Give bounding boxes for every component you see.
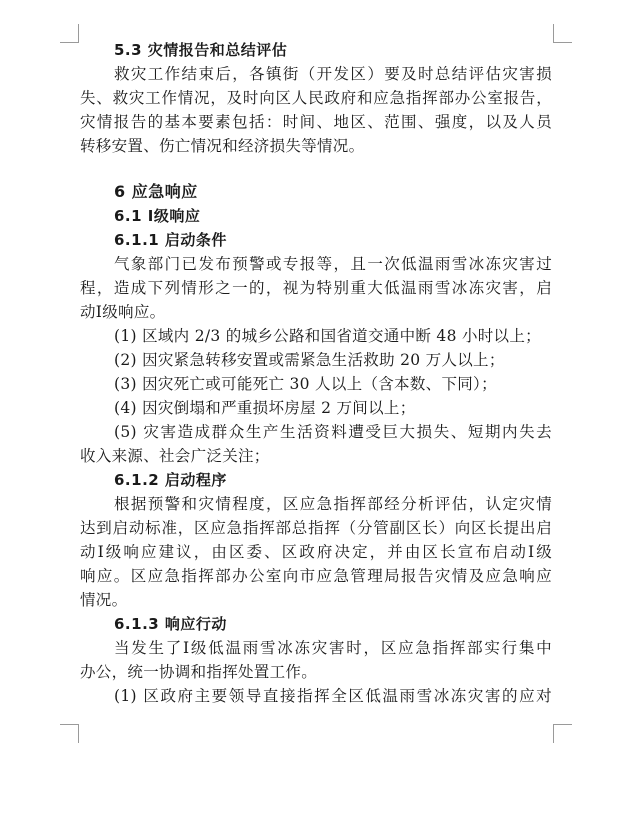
list-item: (2) 因灾紧急转移安置或需紧急生活救助 20 万人以上； [114,351,505,369]
paragraph-line: 办公，统一协调和指挥处置工作。 [80,663,318,681]
heading-6-1-1: 6.1.1 启动条件 [114,231,227,249]
list-item: (3) 因灾死亡或可能死亡 30 人以上（含本数、下同）； [114,375,497,393]
paragraph-line: 失、救灾工作情况，及时向区人民政府和应急指挥部办公室报告， [80,89,552,107]
heading-6-1-3: 6.1.3 响应行动 [114,615,227,633]
section-gap [80,158,552,180]
document-page [80,38,552,708]
paragraph-line: 动Ⅰ级响应。 [80,303,166,321]
crop-mark-top-right [553,24,572,43]
heading-6-1-2: 6.1.2 启动程序 [114,471,227,489]
list-item: (4) 因灾倒塌和严重损坏房屋 2 万间以上； [114,399,416,417]
list-item: (5) 灾害造成群众生产生活资料遭受巨大损失、短期内失去 [114,423,552,441]
paragraph-line: 当发生了Ⅰ级低温雨雪冰冻灾害时，区应急指挥部实行集中 [114,639,552,657]
paragraph-line: 程，造成下列情形之一的，视为特别重大低温雨雪冰冻灾害，启 [80,279,552,297]
heading-6: 6 应急响应 [114,182,198,201]
crop-mark-bottom-right [553,724,572,743]
list-item-continuation: 收入来源、社会广泛关注； [80,447,270,465]
paragraph-line: 救灾工作结束后，各镇街（开发区）要及时总结评估灾害损 [114,65,552,83]
paragraph-line: 动Ⅰ级响应建议，由区委、区政府决定，并由区长宣布启动Ⅰ级 [80,543,552,561]
paragraph-line: 达到启动标准，区应急指挥部总指挥（分管副区长）向区长提出启 [80,519,552,537]
heading-6-1: 6.1 Ⅰ级响应 [114,207,201,225]
list-item: (1) 区政府主要领导直接指挥全区低温雨雪冰冻灾害的应对 [114,687,552,705]
paragraph-line: 情况。 [80,591,128,609]
paragraph-line: 根据预警和灾情程度，区应急指挥部经分析评估，认定灾情 [114,495,552,513]
list-item: (1) 区域内 2/3 的城乡公路和国省道交通中断 48 小时以上； [114,327,541,345]
heading-5-3: 5.3 灾情报告和总结评估 [114,41,288,59]
paragraph-line: 响应。区应急指挥部办公室向市应急管理局报告灾情及应急响应 [80,567,552,585]
paragraph-line: 转移安置、伤亡情况和经济损失等情况。 [80,137,365,155]
paragraph-line: 灾情报告的基本要素包括：时间、地区、范围、强度，以及人员 [80,113,552,131]
paragraph-line: 气象部门已发布预警或专报等，且一次低温雨雪冰冻灾害过 [114,255,552,273]
crop-mark-top-left [60,24,79,43]
crop-mark-bottom-left [60,724,79,743]
